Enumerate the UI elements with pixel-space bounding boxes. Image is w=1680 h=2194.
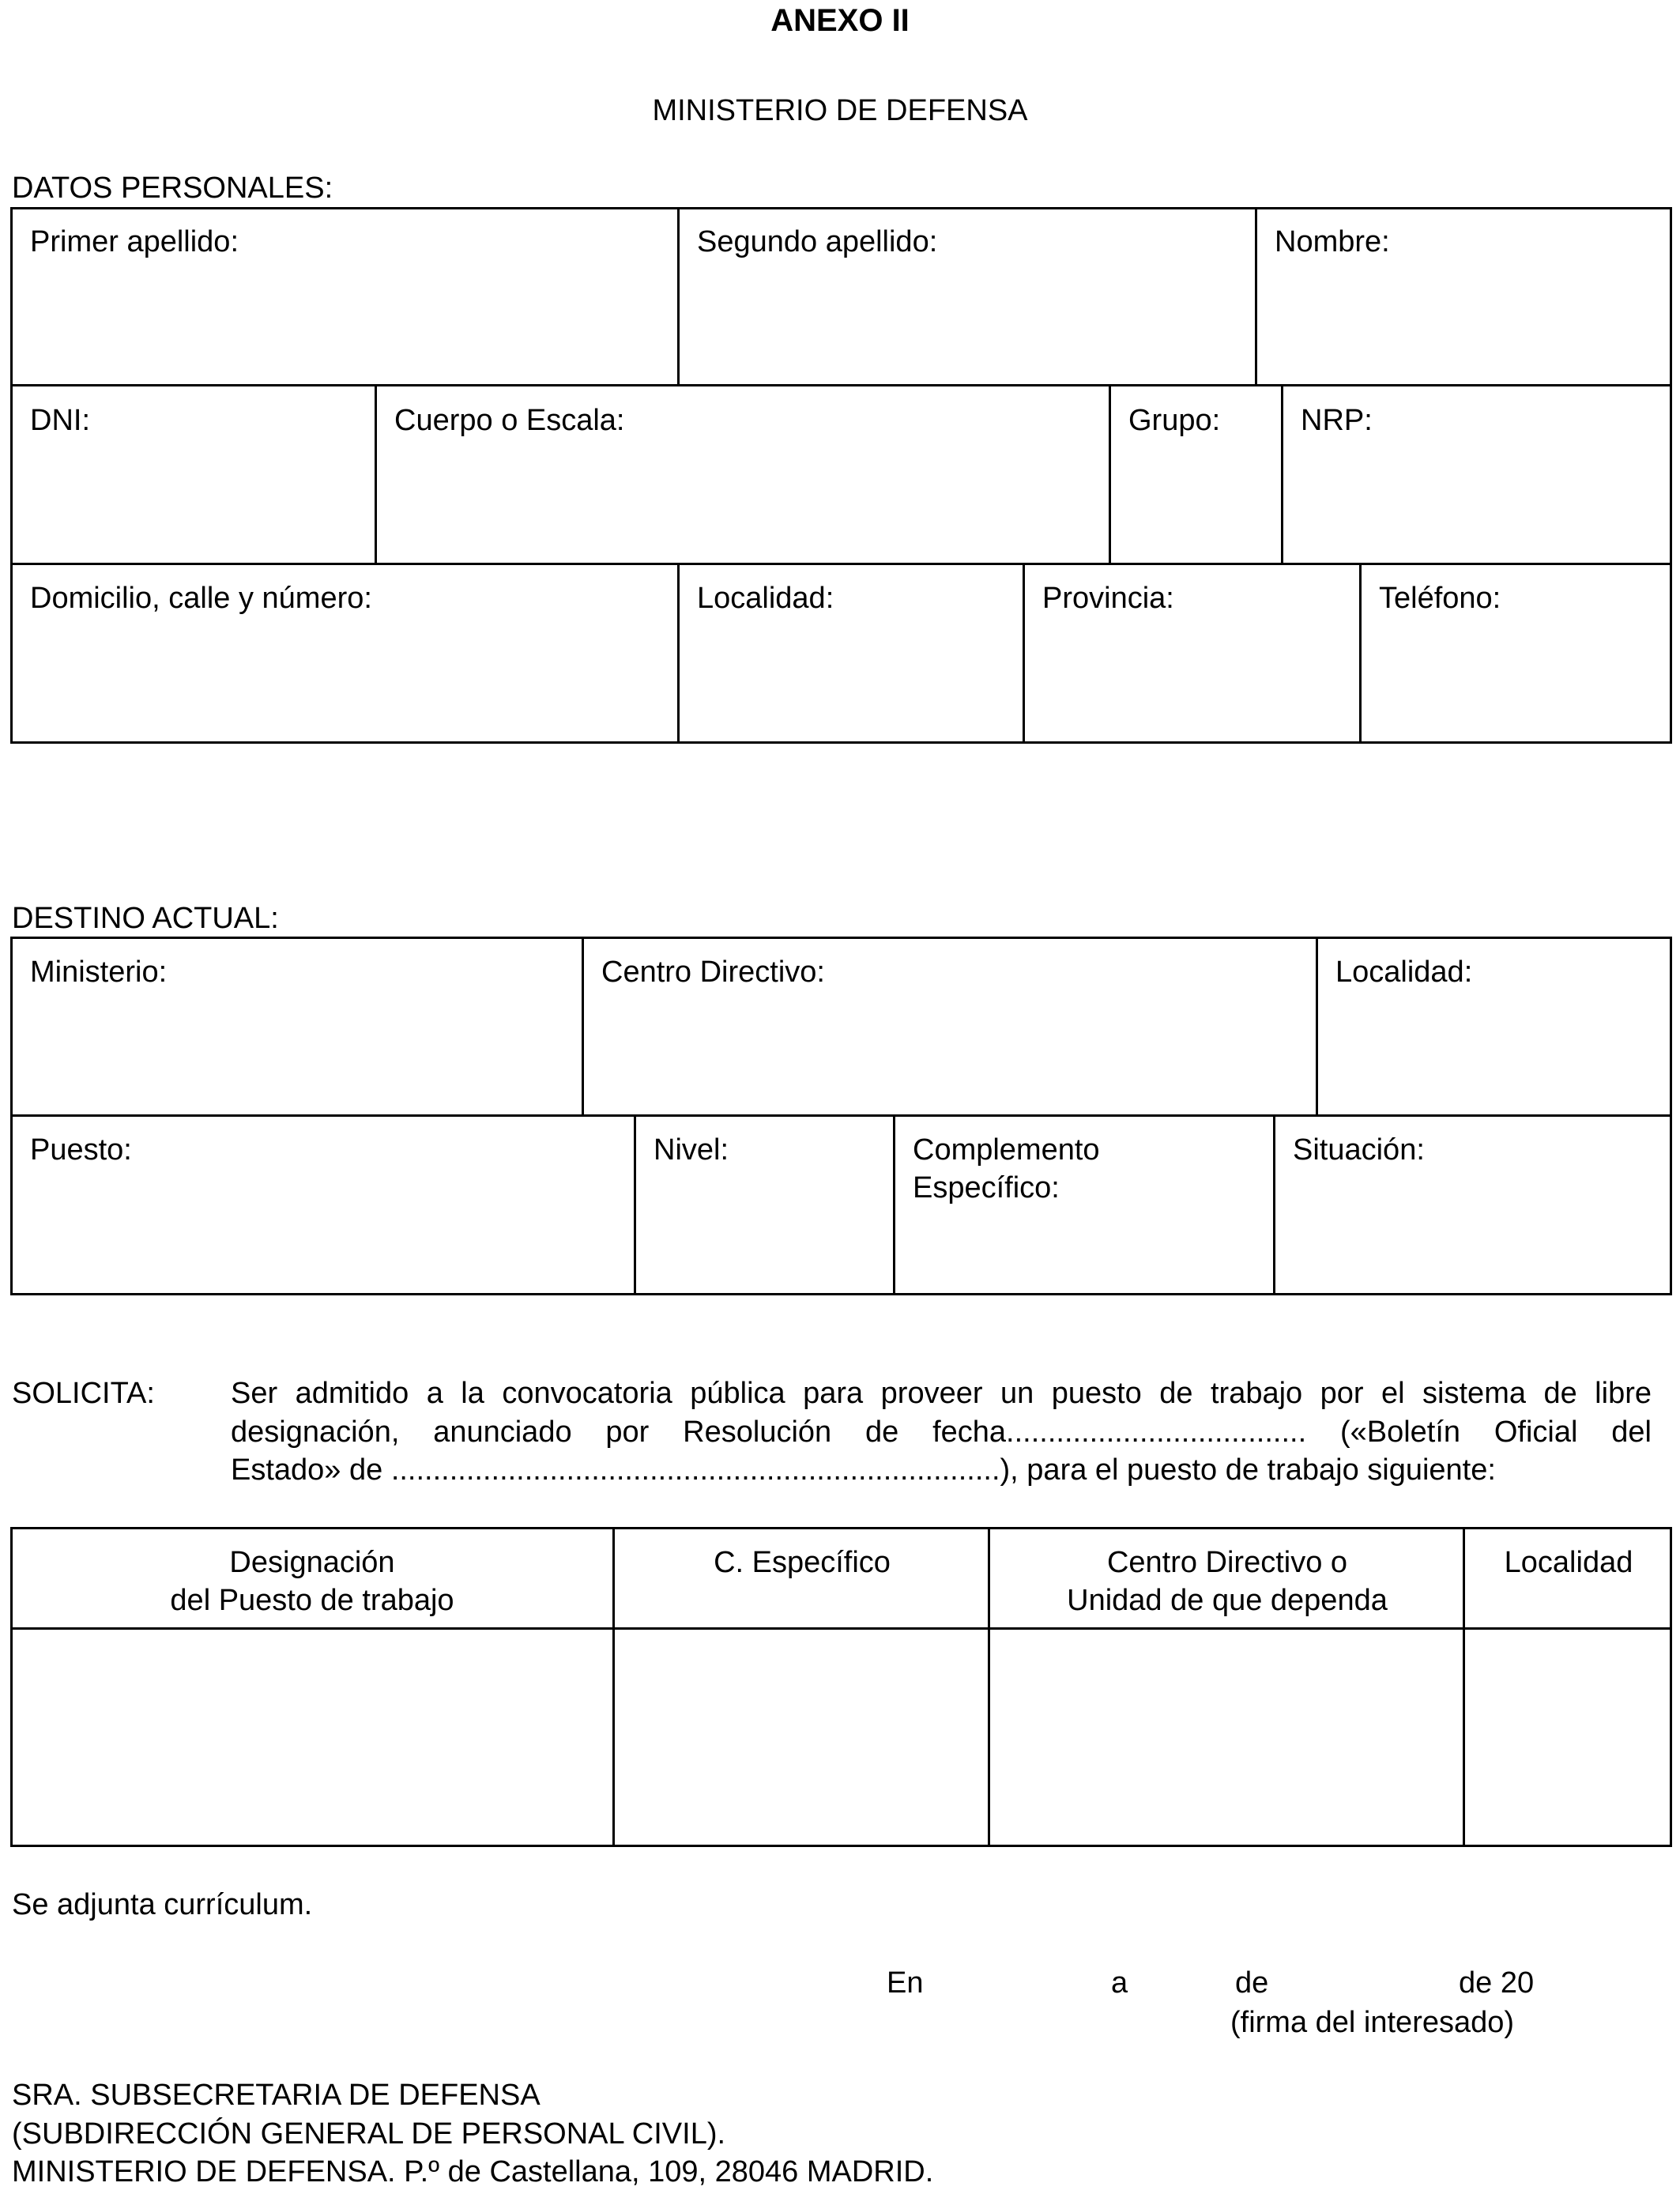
field-puesto[interactable]: Puesto: <box>30 1133 132 1167</box>
personal-section-label: DATOS PERSONALES: <box>12 172 333 205</box>
header-especifico: C. Específico <box>714 1546 891 1579</box>
solicita-label: SOLICITA: <box>12 1377 155 1410</box>
field-destino-localidad[interactable]: Localidad: <box>1335 956 1473 989</box>
divider <box>677 207 680 386</box>
field-localidad[interactable]: Localidad: <box>697 582 834 615</box>
field-primer-apellido[interactable]: Primer apellido: <box>30 225 239 258</box>
cell-especifico[interactable] <box>615 1630 988 1845</box>
divider <box>10 563 1672 565</box>
solicita-line-1: Ser admitido a la convocatoria pública para proveer un puesto de trabajo por el sistema de libre <box>231 1377 1652 1410</box>
cell-localidad[interactable] <box>1465 1630 1670 1845</box>
header-designacion-2: del Puesto de trabajo <box>170 1584 454 1617</box>
field-complemento[interactable]: Complemento Específico: <box>913 1133 1100 1204</box>
field-ministerio[interactable]: Ministerio: <box>30 956 168 989</box>
divider <box>1023 563 1025 744</box>
ministry-title: MINISTERIO DE DEFENSA <box>652 94 1028 127</box>
divider <box>10 1114 1672 1117</box>
divider <box>634 1114 636 1295</box>
date-en: En <box>887 1966 924 2000</box>
field-dni[interactable]: DNI: <box>30 404 90 437</box>
divider <box>582 937 584 1116</box>
addressee-line-1: SRA. SUBSECRETARIA DE DEFENSA <box>12 2079 541 2112</box>
divider <box>10 384 1672 386</box>
annex-title: ANEXO II <box>770 3 910 38</box>
field-nrp[interactable]: NRP: <box>1301 404 1373 437</box>
solicita-line-3: Estado» de .........................................................................), para el puesto de trabajo siguiente: <box>231 1453 1496 1487</box>
divider <box>677 563 680 744</box>
header-centro-1: Centro Directivo o <box>1106 1546 1348 1579</box>
solicita-line-2: designación, anunciado por Resolución de fecha.................................... («Boletín Oficial del <box>231 1416 1652 1449</box>
divider <box>1281 384 1283 564</box>
personal-data-table <box>10 207 1672 744</box>
field-centro-directivo[interactable]: Centro Directivo: <box>601 956 825 989</box>
divider <box>1109 384 1111 564</box>
field-grupo[interactable]: Grupo: <box>1128 404 1221 437</box>
cell-designacion[interactable] <box>13 1630 612 1845</box>
field-domicilio[interactable]: Domicilio, calle y número: <box>30 582 372 615</box>
divider <box>1255 207 1257 386</box>
field-segundo-apellido[interactable]: Segundo apellido: <box>697 225 938 258</box>
divider <box>893 1114 895 1295</box>
date-a: a <box>1111 1966 1128 2000</box>
field-provincia[interactable]: Provincia: <box>1042 582 1174 615</box>
addressee-line-2: (SUBDIRECCIÓN GENERAL DE PERSONAL CIVIL). <box>12 2117 726 2151</box>
date-de: de <box>1235 1966 1269 2000</box>
header-designacion-1: Designación <box>229 1546 395 1579</box>
field-telefono[interactable]: Teléfono: <box>1379 582 1501 615</box>
cell-centro[interactable] <box>990 1630 1463 1845</box>
header-localidad: Localidad <box>1504 1546 1633 1579</box>
header-centro-2: Unidad de que dependa <box>1067 1584 1388 1617</box>
field-cuerpo-escala[interactable]: Cuerpo o Escala: <box>394 404 625 437</box>
divider <box>1273 1114 1275 1295</box>
destino-section-label: DESTINO ACTUAL: <box>12 902 279 935</box>
divider <box>1316 937 1318 1116</box>
field-nombre[interactable]: Nombre: <box>1275 225 1390 258</box>
curriculum-note: Se adjunta currículum. <box>12 1888 313 1921</box>
addressee-line-3: MINISTERIO DE DEFENSA. P.º de Castellana, 109, 28046 MADRID. <box>12 2155 934 2188</box>
field-situacion[interactable]: Situación: <box>1293 1133 1425 1167</box>
date-de-20: de 20 <box>1459 1966 1535 2000</box>
divider <box>1359 563 1362 744</box>
divider <box>375 384 377 564</box>
signature-note: (firma del interesado) <box>1230 2006 1515 2039</box>
field-nivel[interactable]: Nivel: <box>654 1133 729 1167</box>
